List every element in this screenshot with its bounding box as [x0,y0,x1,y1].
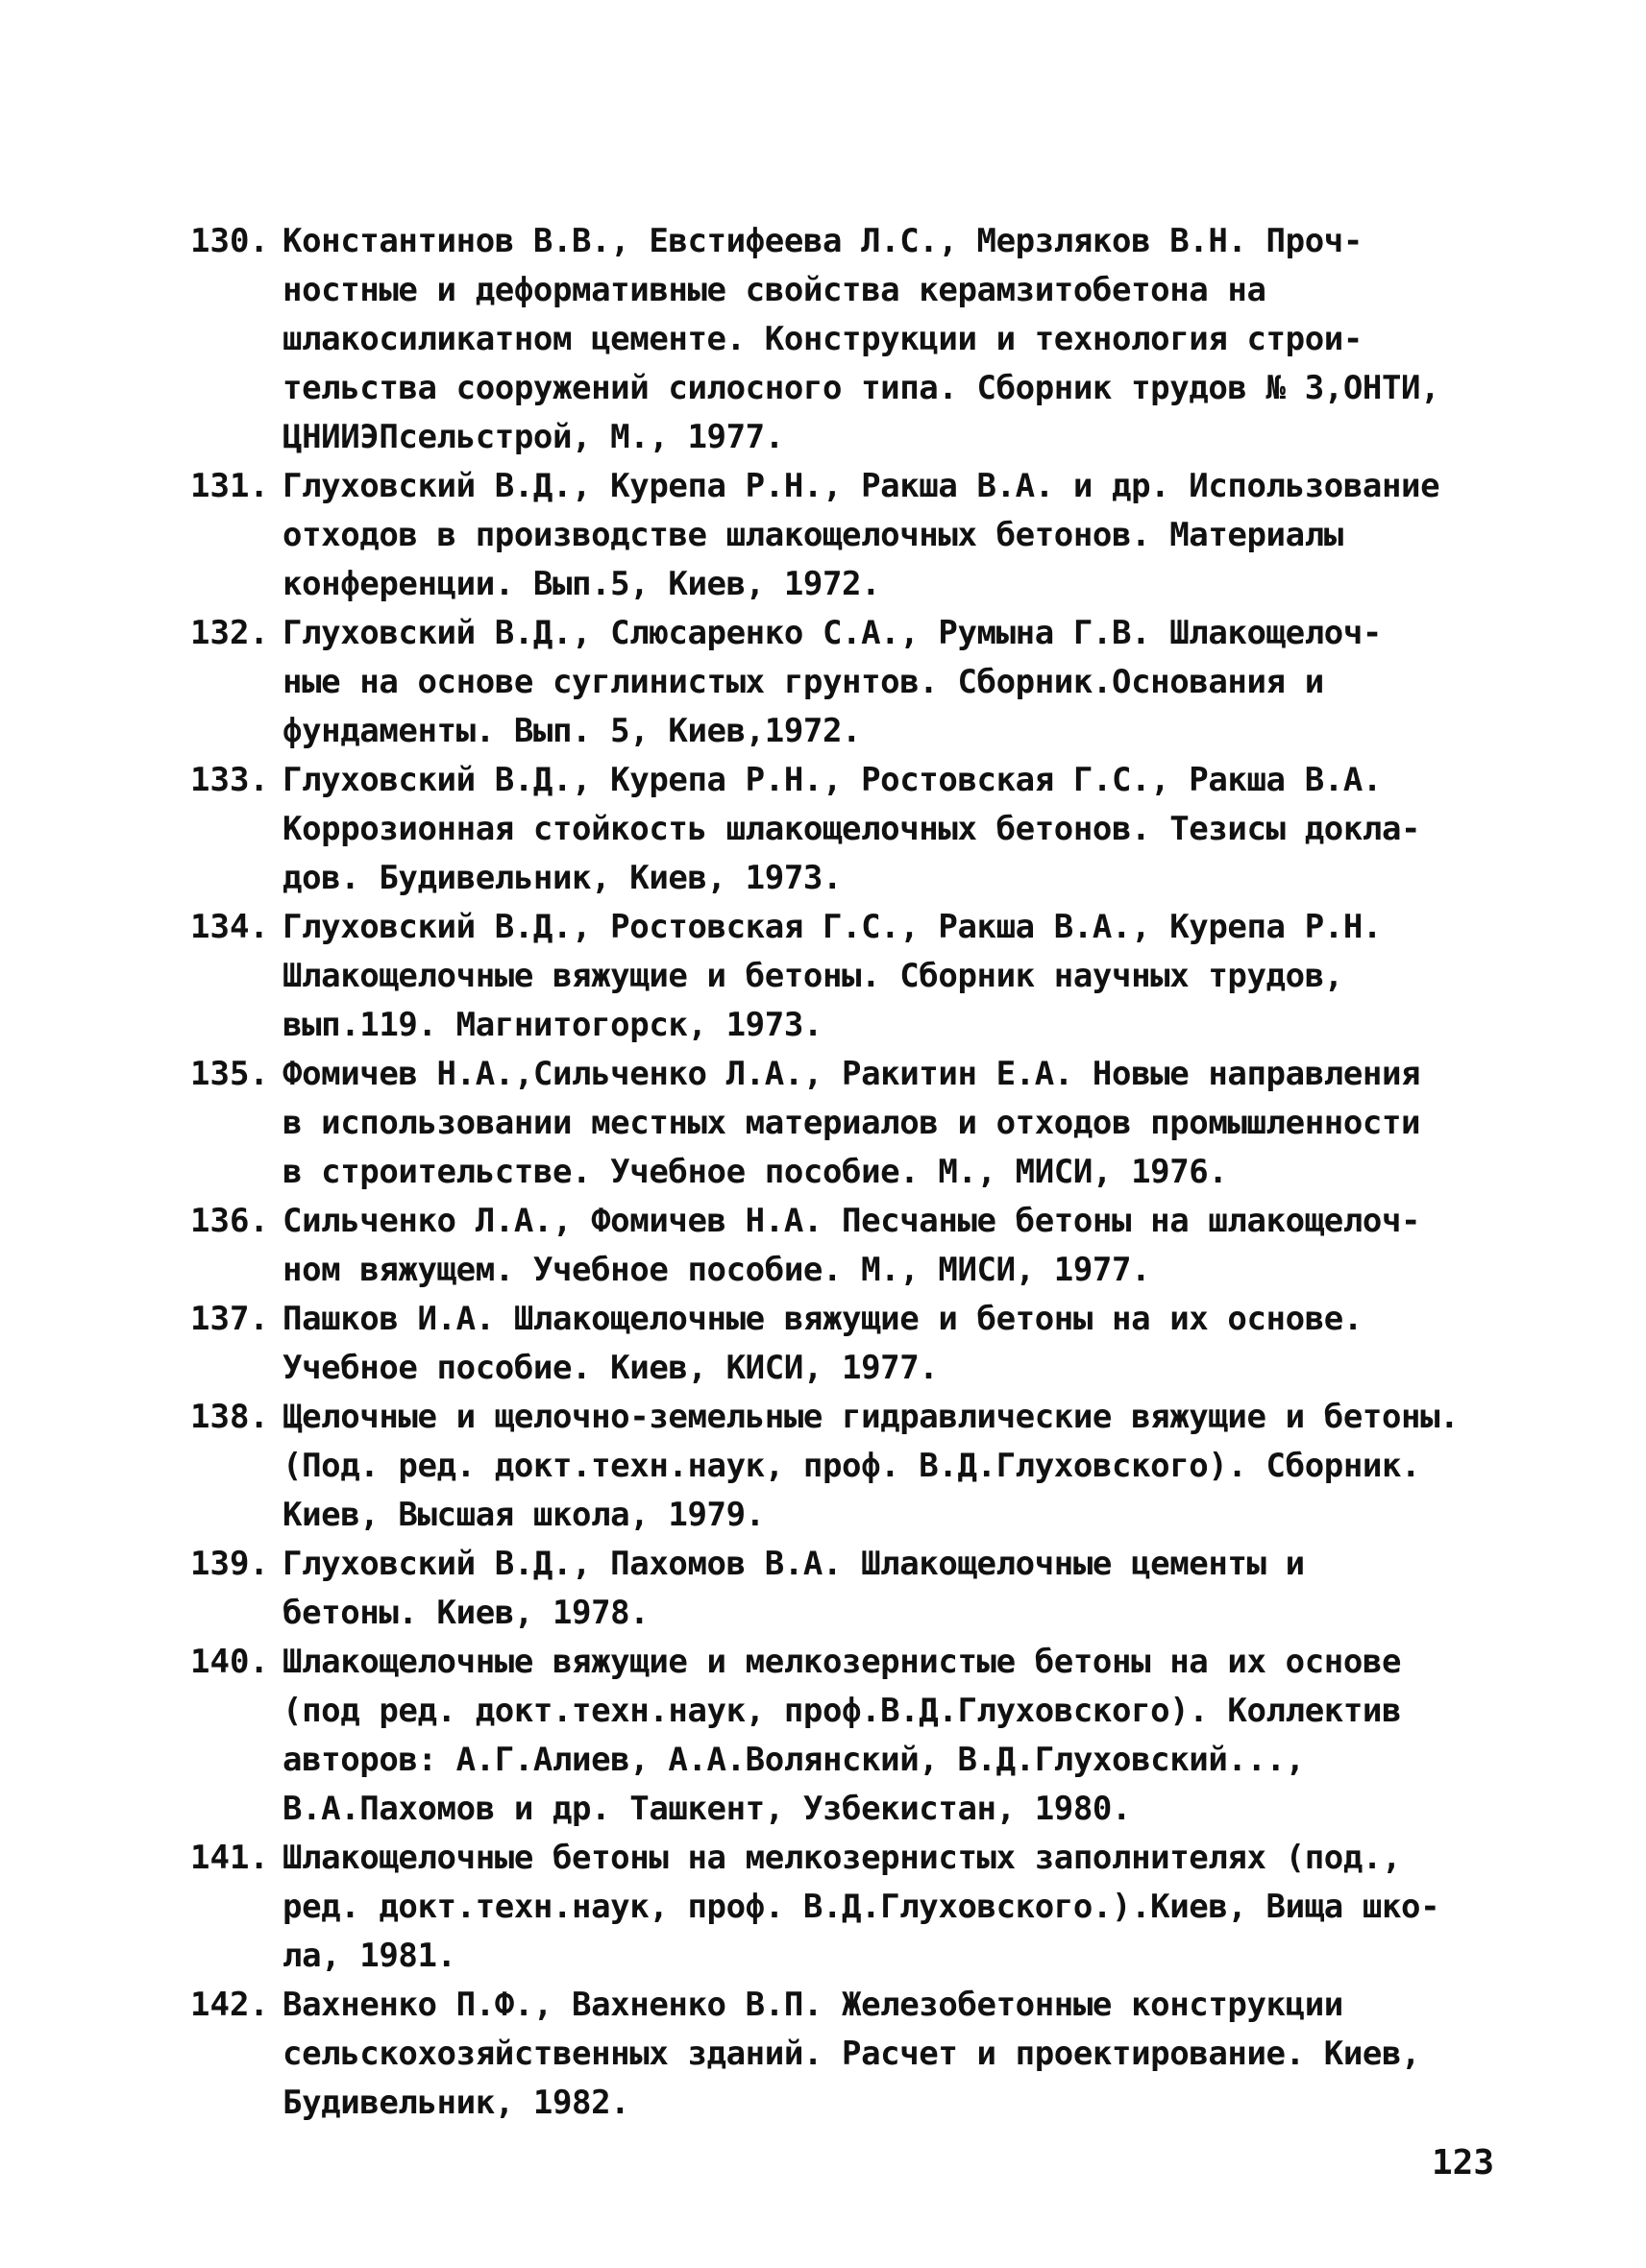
reference-line: Шлакощелочные вяжущие и мелкозернистые бетоны на их основе [283,1643,1402,1681]
reference-item [190,1981,1516,2128]
reference-line: дов. Будивельник, Киев, 1973. [283,859,843,897]
reference-item [190,1050,1516,1197]
reference-line: ном вяжущем. Учебное пособие. М., МИСИ, 1977. [283,1251,1151,1289]
reference-line: Глуховский В.Д., Пахомов В.А. Шлакощелочные цементы и [283,1545,1305,1583]
reference-line: В.А.Пахомов и др. Ташкент, Узбекистан, 1980. [283,1790,1132,1828]
reference-list [190,217,1516,2128]
reference-text [283,217,1516,462]
reference-text [283,609,1516,756]
reference-line: Учебное пособие. Киев, КИСИ, 1977. [283,1349,939,1387]
reference-line: Фомичев Н.А.,Сильченко Л.А., Ракитин Е.А. Новые направления [283,1055,1421,1093]
reference-line: конференции. Вып.5, Киев, 1972. [283,565,881,603]
reference-item [190,1540,1516,1638]
reference-line: Глуховский В.Д., Ростовская Г.С., Ракша В.А., Курепа Р.Н. [283,908,1382,946]
reference-line: ные на основе суглинистых грунтов. Сборник.Основания и [283,663,1324,701]
reference-line: ред. докт.техн.наук, проф. В.Д.Глуховского.).Киев, Вища шко- [283,1888,1440,1926]
reference-item [190,1197,1516,1295]
reference-line: Шлакощелочные бетоны на мелкозернистых заполнителях (под., [283,1839,1402,1877]
reference-line: Глуховский В.Д., Слюсаренко С.А., Румына Г.В. Шлакощелоч- [283,614,1382,652]
reference-line: Вахненко П.Ф., Вахненко В.П. Железобетонные конструкции [283,1986,1343,2024]
reference-number: 140. [190,1643,269,1681]
reference-line: бетоны. Киев, 1978. [283,1594,650,1632]
reference-item [190,1638,1516,1834]
reference-item [190,1834,1516,1981]
reference-number: 135. [190,1055,269,1093]
page-number: 123 [1431,2143,1494,2183]
reference-number: 139. [190,1545,269,1583]
reference-line: тельства сооружений силосного типа. Сборник трудов № 3,ОНТИ, [283,369,1440,407]
reference-text [283,1638,1516,1834]
reference-item [190,609,1516,756]
reference-item [190,1393,1516,1540]
reference-line: ла, 1981. [283,1937,456,1975]
reference-line: Глуховский В.Д., Курепа Р.Н., Ростовская Г.С., Ракша В.А. [283,761,1382,799]
reference-number: 137. [190,1300,269,1338]
reference-line: фундаменты. Вып. 5, Киев,1972. [283,712,862,750]
reference-line: Коррозионная стойкость шлакощелочных бетонов. Тезисы докла- [283,810,1421,848]
reference-text [283,1197,1516,1295]
reference-text [283,1050,1516,1197]
reference-line: в использовании местных материалов и отходов промышленности [283,1104,1421,1142]
reference-line: Киев, Высшая школа, 1979. [283,1496,765,1534]
reference-item [190,903,1516,1050]
reference-line: Щелочные и щелочно-земельные гидравлические вяжущие и бетоны. [283,1398,1460,1436]
reference-item [190,217,1516,462]
reference-item [190,1295,1516,1393]
reference-line: сельскохозяйственных зданий. Расчет и проектирование. Киев, [283,2035,1421,2073]
reference-number: 141. [190,1839,269,1877]
reference-number: 142. [190,1986,269,2024]
reference-number: 132. [190,614,269,652]
reference-text [283,1540,1516,1638]
reference-line: Сильченко Л.А., Фомичев Н.А. Песчаные бетоны на шлакощелоч- [283,1202,1421,1240]
reference-line: вып.119. Магнитогорск, 1973. [283,1006,823,1044]
reference-number: 130. [190,222,269,260]
reference-line: отходов в производстве шлакощелочных бетонов. Материалы [283,516,1343,554]
reference-number: 134. [190,908,269,946]
reference-text [283,462,1516,609]
reference-line: шлакосиликатном цементе. Конструкции и технология строи- [283,320,1363,358]
reference-text [283,1981,1516,2128]
reference-text [283,903,1516,1050]
reference-line: Константинов В.В., Евстифеева Л.С., Мерзляков В.Н. Проч- [283,222,1363,260]
reference-text [283,1295,1516,1393]
reference-item [190,756,1516,903]
reference-line: Глуховский В.Д., Курепа Р.Н., Ракша В.А. и др. Использование [283,467,1440,505]
reference-line: авторов: А.Г.Алиев, А.А.Волянский, В.Д.Глуховский..., [283,1741,1305,1779]
reference-number: 131. [190,467,269,505]
reference-line: Пашков И.А. Шлакощелочные вяжущие и бетоны на их основе. [283,1300,1363,1338]
reference-line: (Под. ред. докт.техн.наук, проф. В.Д.Глуховского). Сборник. [283,1447,1421,1485]
reference-text [283,1834,1516,1981]
reference-item [190,462,1516,609]
reference-number: 138. [190,1398,269,1436]
reference-line: Будивельник, 1982. [283,2084,630,2122]
reference-line: (под ред. докт.техн.наук, проф.В.Д.Глуховского). Коллектив [283,1692,1402,1730]
reference-text [283,756,1516,903]
reference-text [283,1393,1516,1540]
reference-line: ностные и деформативные свойства керамзитобетона на [283,271,1266,309]
reference-line: ЦНИИЭПсельстрой, М., 1977. [283,418,784,456]
reference-number: 133. [190,761,269,799]
reference-number: 136. [190,1202,269,1240]
reference-line: в строительстве. Учебное пособие. М., МИСИ, 1976. [283,1153,1228,1191]
reference-line: Шлакощелочные вяжущие и бетоны. Сборник научных трудов, [283,957,1343,995]
